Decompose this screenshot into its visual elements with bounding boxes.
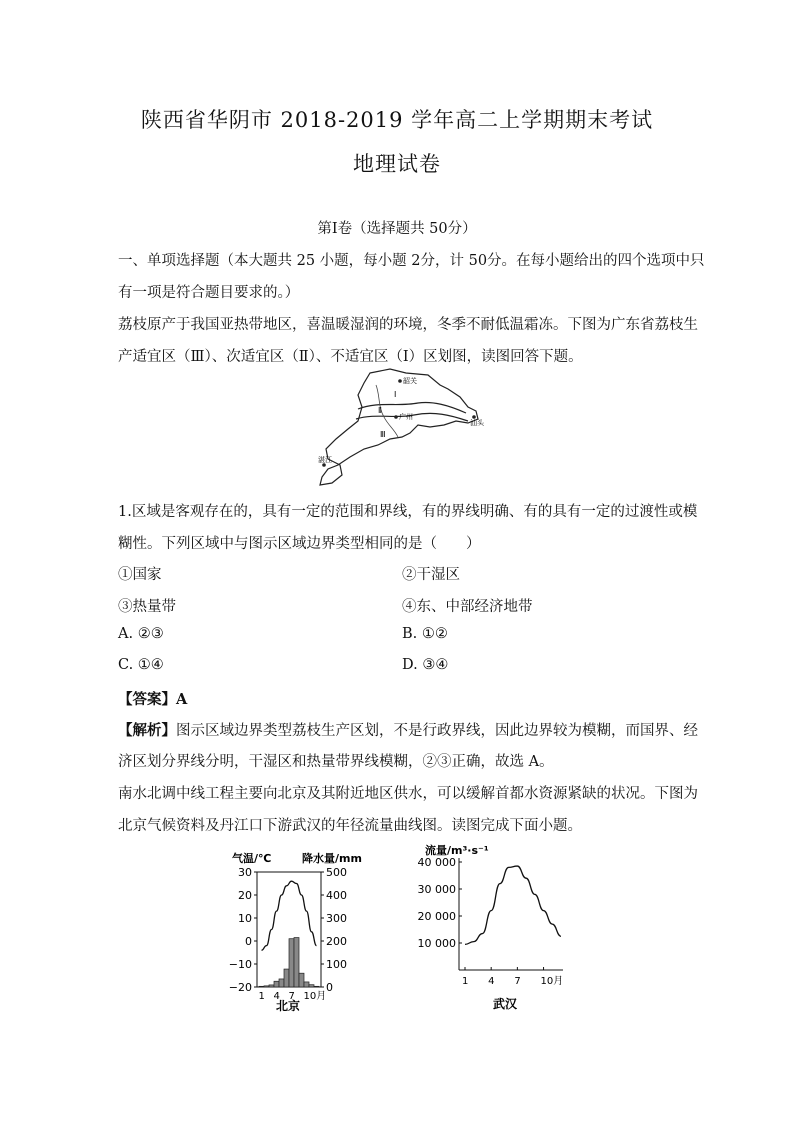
- instructions-line-2: 有一项是符合题目要求的。）: [118, 285, 300, 301]
- passage2-line-2: 北京气候资料及丹江口下游武汉的年径流量曲线图。读图完成下面小题。: [118, 818, 582, 834]
- city-marker-guangzhou: [394, 415, 398, 419]
- wuhan-flow-line: [465, 866, 561, 944]
- beijing-x-tick-label: 10月: [303, 991, 327, 1002]
- beijing-precip-bar: [284, 969, 289, 987]
- beijing-x-tick-label: 7: [288, 991, 295, 1002]
- page-title: 陕西省华阴市 2018-2019 学年高二上学期期末考试: [140, 108, 654, 132]
- beijing-precip-bar: [314, 986, 319, 987]
- wuhan-flow-chart: [405, 840, 570, 1016]
- map-label-guangzhou: 广州: [399, 413, 413, 421]
- wuhan-y-tick-label: 30 000: [417, 883, 456, 896]
- beijing-precip-bar: [309, 985, 314, 987]
- city-marker-shaoguan: [398, 379, 402, 383]
- beijing-right-tick-label: 0: [326, 981, 333, 994]
- beijing-right-tick-label: 400: [326, 889, 347, 902]
- guangdong-litchi-map: [318, 367, 493, 489]
- beijing-left-axis-label: 气温/℃: [232, 852, 272, 865]
- section-heading: 第Ⅰ卷（选择题共 50分）: [317, 221, 477, 237]
- option-1: ①国家: [118, 567, 162, 583]
- passage2-line-1: 南水北调中线工程主要向北京及其附近地区供水，可以缓解首都水资源紧缺的状况。下图为: [118, 786, 698, 802]
- beijing-right-tick-label: 500: [326, 866, 347, 879]
- beijing-precip-bar: [279, 979, 284, 987]
- beijing-precip-bar: [269, 985, 274, 987]
- map-label-zone-3: Ⅲ: [380, 430, 386, 439]
- wuhan-axis-label: 流量/m³·s⁻¹: [425, 844, 489, 857]
- choice-a: A. ②③: [118, 626, 164, 642]
- beijing-precip-bar: [289, 939, 294, 987]
- option-4: ④东、中部经济地带: [402, 599, 533, 615]
- choice-b: B. ①②: [402, 626, 448, 642]
- answer-line: 【答案】A: [118, 691, 188, 708]
- beijing-precip-bar: [259, 986, 264, 987]
- choice-d: D. ③④: [402, 657, 449, 673]
- page-subtitle: 地理试卷: [353, 152, 441, 176]
- beijing-left-tick-label: −10: [228, 958, 252, 971]
- beijing-chart-title: 北京: [276, 999, 301, 1013]
- instructions-line-1: 一、单项选择题（本大题共 25 小题，每小题 2分，计 50分。在每小题给出的四个选项中只: [118, 253, 705, 269]
- map-label-shaoguan: 韶关: [403, 377, 417, 385]
- passage1-line-1: 荔枝原产于我国亚热带地区，喜温暖湿润的环境，冬季不耐低温霜冻。下图为广东省荔枝生: [118, 317, 698, 333]
- beijing-left-tick-label: 10: [238, 912, 252, 925]
- beijing-left-tick-label: 20: [238, 889, 252, 902]
- wuhan-y-tick-label: 40 000: [417, 856, 456, 869]
- analysis-label: 【解析】: [118, 722, 176, 739]
- analysis-line-2: 济区划分界线分明，干湿区和热量带界线模糊，②③正确，故选 A。: [118, 754, 554, 770]
- beijing-precip-bar: [304, 982, 309, 987]
- beijing-climate-chart: [228, 848, 368, 1016]
- option-3: ③热量带: [118, 599, 176, 615]
- wuhan-x-tick-label: 7: [514, 976, 521, 987]
- beijing-precip-bar: [264, 986, 269, 987]
- beijing-x-tick-label: 4: [273, 991, 280, 1002]
- beijing-precip-bar: [294, 938, 299, 987]
- analysis-line-1: [118, 719, 698, 740]
- option-2: ②干湿区: [402, 567, 460, 583]
- beijing-left-tick-label: 30: [238, 866, 252, 879]
- map-label-zone-1: Ⅰ: [394, 390, 397, 399]
- beijing-right-tick-label: 200: [326, 935, 347, 948]
- beijing-right-tick-label: 300: [326, 912, 347, 925]
- choice-c: C. ①④: [118, 657, 164, 673]
- beijing-precip-bar: [299, 973, 304, 987]
- map-label-zone-2: Ⅱ: [378, 406, 382, 415]
- wuhan-x-tick-label: 10月: [540, 976, 564, 987]
- beijing-right-tick-label: 100: [326, 958, 347, 971]
- beijing-left-tick-label: 0: [245, 935, 252, 948]
- analysis-text-1: 图示区域边界类型荔枝生产区划，不是行政界线，因此边界较为模糊，而国界、经: [176, 723, 698, 739]
- boundary-line-1: [358, 402, 466, 413]
- wuhan-y-tick-label: 10 000: [417, 937, 456, 950]
- question1-stem-line-1: 1.区域是客观存在的，具有一定的范围和界线，有的界线明确、有的具有一定的过渡性或模: [118, 504, 698, 520]
- wuhan-y-tick-label: 20 000: [417, 910, 456, 923]
- wuhan-x-tick-label: 4: [488, 976, 495, 987]
- beijing-precip-bar: [274, 981, 279, 987]
- question1-stem-line-2: 糊性。下列区域中与图示区域边界类型相同的是（ ）: [118, 536, 481, 552]
- beijing-right-axis-label: 降水量/mm: [302, 852, 362, 865]
- map-label-shantou: 汕头: [470, 419, 484, 427]
- province-outline: [320, 369, 478, 485]
- passage1-line-2: 产适宜区（Ⅲ）、次适宜区（Ⅱ）、不适宜区（Ⅰ）区划图，读图回答下题。: [118, 349, 583, 365]
- beijing-left-tick-label: −20: [228, 981, 252, 994]
- beijing-x-tick-label: 1: [258, 991, 265, 1002]
- map-label-zhanjiang: 湛江: [318, 456, 332, 464]
- wuhan-chart-title: 武汉: [493, 997, 518, 1011]
- wuhan-x-tick-label: 1: [462, 976, 469, 987]
